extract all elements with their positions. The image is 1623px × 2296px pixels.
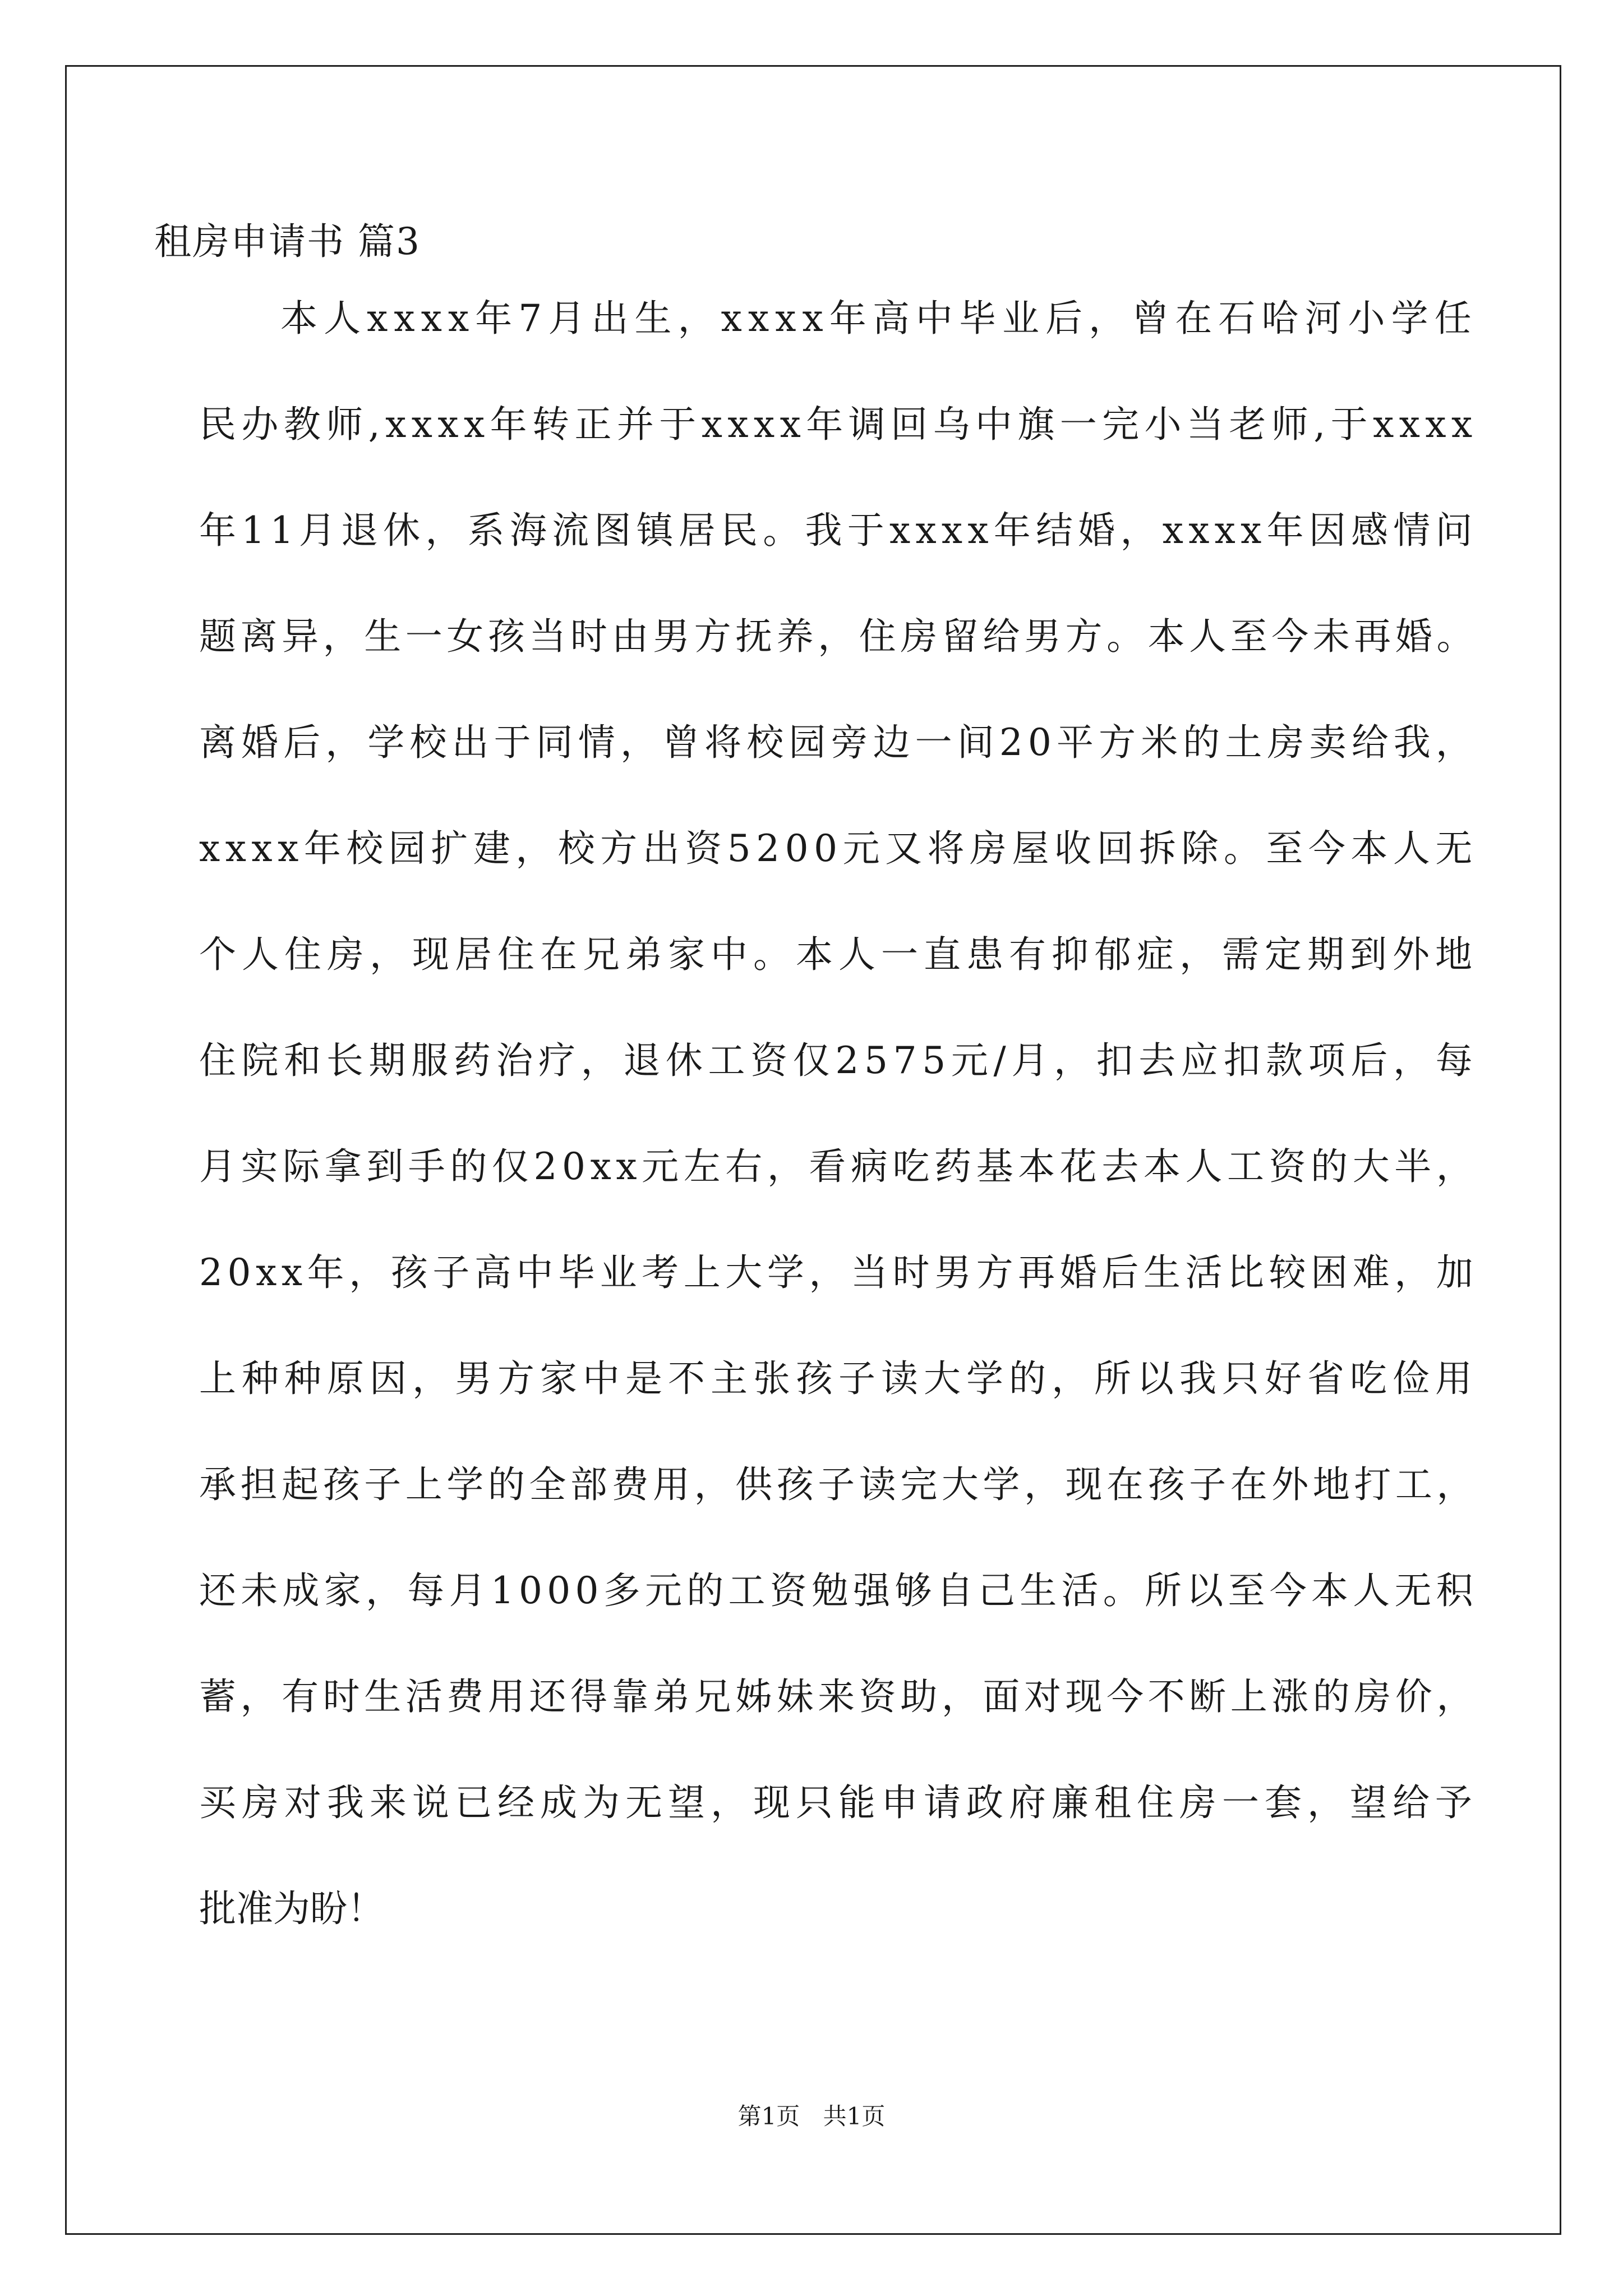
body-line: 20xx年，孩子高中毕业考上大学，当时男方再婚后生活比较困难，加 [199, 1251, 1478, 1294]
body-line: 民办教师,xxxx年转正并于xxxx年调回乌中旗一完小当老师,于xxxx [199, 403, 1478, 446]
body-line: 买房对我来说已经成为无望，现只能申请政府廉租住房一套，望给予 [199, 1781, 1478, 1824]
page-number: 第1页 [737, 2102, 800, 2130]
document-title: 租房申请书 篇3 [154, 220, 421, 263]
body-line: 蓄，有时生活费用还得靠弟兄姊妹来资助，面对现今不断上涨的房价， [199, 1675, 1478, 1718]
body-line: 承担起孩子上学的全部费用，供孩子读完大学，现在孩子在外地打工， [199, 1463, 1478, 1506]
body-line: xxxx年校园扩建，校方出资5200元又将房屋收回拆除。至今本人无 [199, 827, 1478, 870]
body-line: 住院和长期服药治疗，退休工资仅2575元/月，扣去应扣款项后，每 [199, 1039, 1478, 1082]
page-footer [0, 2102, 1623, 2130]
body-line: 年11月退休，系海流图镇居民。我于xxxx年结婚，xxxx年因感情问 [199, 509, 1478, 552]
body-line: 还未成家，每月1000多元的工资勉强够自己生活。所以至今本人无积 [199, 1569, 1478, 1612]
body-line: 月实际拿到手的仅20xx元左右，看病吃药基本花去本人工资的大半， [199, 1145, 1478, 1188]
body-line: 题离异，生一女孩当时由男方抚养，住房留给男方。本人至今未再婚。 [199, 615, 1478, 658]
body-line: 本人xxxx年7月出生，xxxx年高中毕业后，曾在石哈河小学任 [280, 297, 1478, 340]
body-line: 离婚后，学校出于同情，曾将校园旁边一间20平方米的土房卖给我， [199, 721, 1478, 764]
body-line: 批准为盼！ [199, 1887, 384, 1930]
body-line: 上种种原因，男方家中是不主张孩子读大学的，所以我只好省吃俭用 [199, 1357, 1478, 1400]
page-total: 共1页 [823, 2102, 886, 2130]
body-line: 个人住房，现居住在兄弟家中。本人一直患有抑郁症，需定期到外地 [199, 933, 1478, 976]
